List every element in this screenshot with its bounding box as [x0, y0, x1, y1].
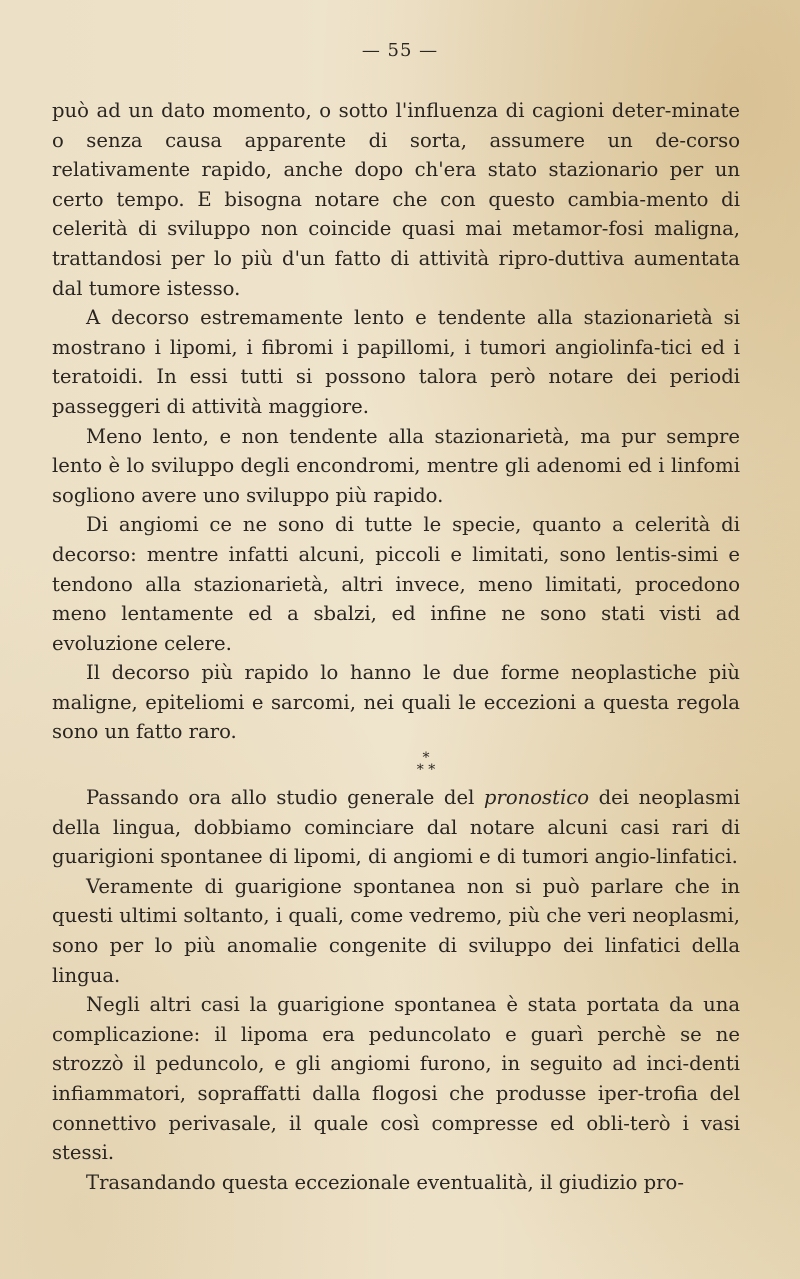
separator-stars-bottom: * * — [416, 762, 436, 779]
pronostico-italic-word: pronostico — [483, 786, 590, 810]
paragraph-5: Il decorso più rapido lo hanno le due forme neoplastiche più maligne, epiteliomi e sarcomi, nei quali le eccezioni a questa regola sono un fatto raro. — [52, 661, 740, 744]
paragraph-pronostico — [52, 783, 740, 872]
page-number: — 55 — — [361, 40, 439, 61]
body-text — [52, 96, 740, 1197]
paragraph-7: Veramente di guarigione spontanea non si può parlare che in questi ultimi soltanto, i quali, come vedremo, più che veri neoplasmi, sono per lo più anomalie congenite di sviluppo dei linfatici della lingua. — [52, 874, 740, 987]
separator-star-top: * — [422, 750, 430, 767]
paragraph-1: può ad un dato momento, o sotto l'influenza di cagioni deter-minate o senza causa apparente di sorta, assumere un de-corso relativamente rapido, anche dopo ch'era stato stazionario per un certo tempo. E bisogna notare che con questo cambia-mento di celerità di sviluppo non coincide quasi mai metamor-fosi maligna, trattandosi per lo più d'un fatto di attività ripro-duttiva aumentata dal tumore istesso. — [52, 99, 740, 300]
paragraph-8: Negli altri casi la guarigione spontanea è stata portata da una complicazione: il lipoma era peduncolato e guarì perchè se ne strozzò il peduncolo, e gli angiomi furono, in seguito ad inci-denti infiammatori, sopraffatti dalla flogosi che produsse iper-trofia del connettivo perivasale, il quale così compresse ed obli-terò i vasi stessi. — [52, 993, 740, 1165]
section-separator — [52, 750, 740, 779]
pronostico-text-before: Passando ora allo studio generale del — [86, 786, 484, 810]
paragraph-3: Meno lento, e non tendente alla stazionarietà, ma pur sempre lento è lo sviluppo degli encondromi, mentre gli adenomi ed i linfomi sogliono avere uno sviluppo più rapido. — [52, 424, 740, 507]
paragraph-4: Di angiomi ce ne sono di tutte le specie, quanto a celerità di decorso: mentre infatti alcuni, piccoli e limitati, sono lentis-simi e tendono alla stazionarietà, altri invece, meno limitati, procedono meno lentamente ed a sbalzi, ed infine ne sono stati visti ad evoluzione celere. — [52, 513, 740, 655]
pronostico-text-after: dei neoplasmi della lingua, dobbiamo cominciare dal notare alcuni casi rari di guarigioni spontanee di lipomi, di angiomi e di tumori angio-linfatici. — [52, 786, 740, 869]
paragraph-2: A decorso estremamente lento e tendente alla stazionarietà si mostrano i lipomi, i fibromi i papillomi, i tumori angiolinfa-tici ed i teratoidi. In essi tutti si possono talora però notare dei periodi passeggeri di attività maggiore. — [52, 306, 740, 418]
paragraph-9: Trasandando questa eccezionale eventualità, il giudizio pro- — [86, 1170, 684, 1194]
